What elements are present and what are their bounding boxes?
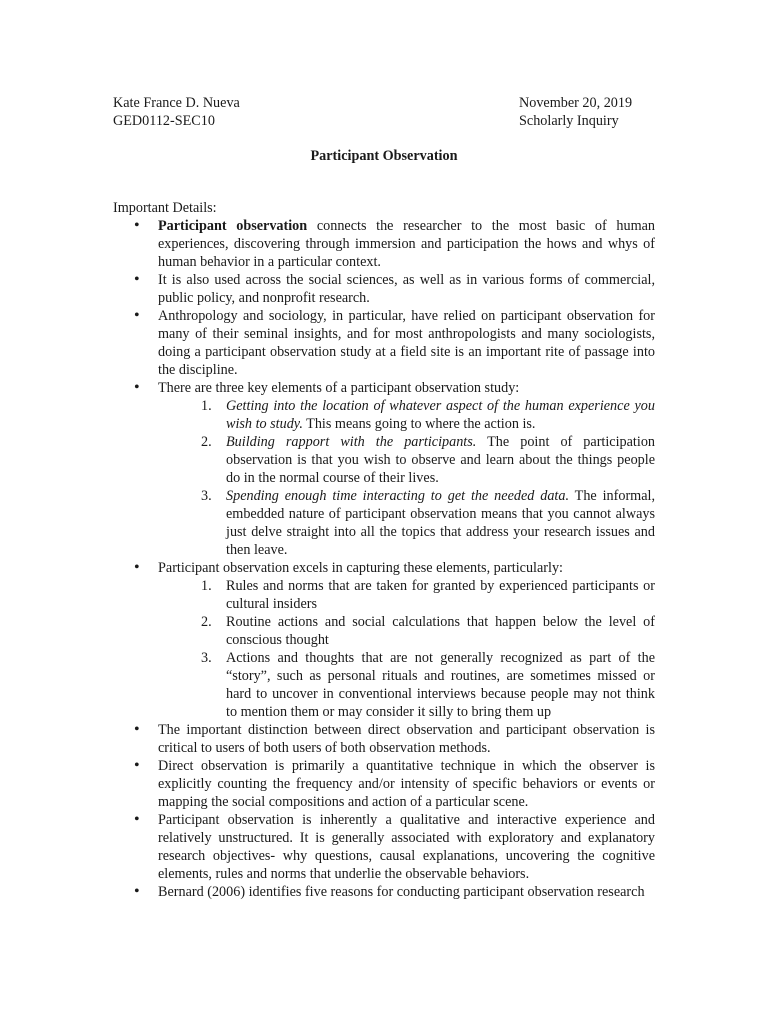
bullet-text bbox=[158, 217, 655, 271]
italic-text: Building rapport with the participants. bbox=[226, 434, 477, 450]
numbered-item bbox=[113, 487, 655, 559]
header-row-1 bbox=[113, 94, 653, 112]
item-rest: This means going to where the action is. bbox=[302, 416, 536, 432]
item-number: 3. bbox=[201, 488, 212, 504]
list-item bbox=[113, 217, 655, 271]
numbered-item bbox=[113, 397, 655, 433]
list-item bbox=[113, 271, 655, 307]
author-name: Kate France D. Nueva bbox=[113, 95, 240, 111]
item-number: 3. bbox=[201, 650, 212, 666]
page-title: Participant Observation bbox=[310, 148, 458, 164]
bullet-text: • Direct observation is primarily a quantitative technique in which the observer is explicitly counting the frequency and/or intensity of specific behaviors or events or mapping the social compositions and action of a particular scene. bbox=[158, 758, 655, 810]
item-rest: The point of participation observation is that you wish to observe and learn about the things people do in the normal course of their lives. bbox=[226, 434, 656, 486]
numbered-item bbox=[113, 649, 655, 721]
item-number: 1. bbox=[201, 398, 212, 414]
bullet-text: • Anthropology and sociology, in particular, have relied on participant observation for many of their seminal insights, and for most anthropologists and many sociologists, doing a participant observation study at a field site is an important rite of passage into the discipline. bbox=[158, 308, 655, 378]
bullet-text: • Participant observation excels in capturing these elements, particularly: bbox=[158, 560, 563, 576]
numbered-item bbox=[113, 433, 655, 487]
italic-text: Spending enough time interacting to get the needed data. bbox=[226, 488, 570, 504]
item-number: 2. bbox=[201, 434, 212, 450]
list-item bbox=[113, 883, 655, 901]
list-item bbox=[113, 721, 655, 757]
bullet-text: • It is also used across the social sciences, as well as in various forms of commercial, public policy, and nonprofit research. bbox=[158, 272, 655, 306]
bullet-text: • Participant observation is inherently a qualitative and interactive experience and relatively unstructured. It is generally associated with exploratory and explanatory research objectives- why questions, causal explanations, uncovering the cognitive elements, rules and norms that underlie the observable behaviors. bbox=[158, 812, 655, 882]
item-text: Rules and norms that are taken for granted by experienced participants or cultural insiders bbox=[226, 578, 655, 612]
item-number: 1. bbox=[201, 578, 212, 594]
list-item bbox=[113, 757, 655, 811]
item-rest: The informal, embedded nature of participant observation means that you cannot always just delve straight into all the topics that address your research issues and then leave. bbox=[226, 488, 655, 558]
list-item bbox=[113, 559, 655, 721]
item-number: 2. bbox=[201, 614, 212, 630]
course-code: GED0112-SEC10 bbox=[113, 113, 215, 129]
header-row-2 bbox=[113, 112, 653, 130]
numbered-list bbox=[113, 397, 655, 559]
subject-name: Scholarly Inquiry bbox=[519, 113, 619, 129]
numbered-list bbox=[113, 577, 655, 721]
section-label: Important Details: bbox=[113, 200, 217, 216]
bullet-rest: connects the researcher to the most basic of human experiences, discovering through immersion and participation the hows and whys of human behavior in a particular context. bbox=[158, 218, 655, 270]
document-body bbox=[113, 199, 655, 901]
bullet-text: • Bernard (2006) identifies five reasons for conducting participant observation research bbox=[158, 884, 645, 900]
document-header bbox=[113, 94, 653, 130]
numbered-item bbox=[113, 577, 655, 613]
list-item bbox=[113, 307, 655, 379]
document-date: November 20, 2019 bbox=[519, 95, 633, 111]
item-text: Actions and thoughts that are not generally recognized as part of the “story”, such as personal rituals and routines, are sometimes missed or hard to uncover in conventional interviews because people may not think to mention them or may consider it silly to bring them up bbox=[226, 650, 655, 720]
list-item bbox=[113, 379, 655, 559]
item-text: Routine actions and social calculations that happen below the level of conscious thought bbox=[226, 614, 655, 648]
bullet-list bbox=[113, 217, 655, 901]
bullet-text: • The important distinction between direct observation and participant observation is critical to users of both users of both observation methods. bbox=[158, 722, 655, 756]
bold-term: Participant observation bbox=[158, 218, 308, 234]
numbered-item bbox=[113, 613, 655, 649]
bullet-text: • There are three key elements of a participant observation study: bbox=[158, 380, 520, 396]
list-item bbox=[113, 811, 655, 883]
italic-text: Getting into the location of whatever aspect of the human experience you wish to study. bbox=[226, 398, 655, 432]
